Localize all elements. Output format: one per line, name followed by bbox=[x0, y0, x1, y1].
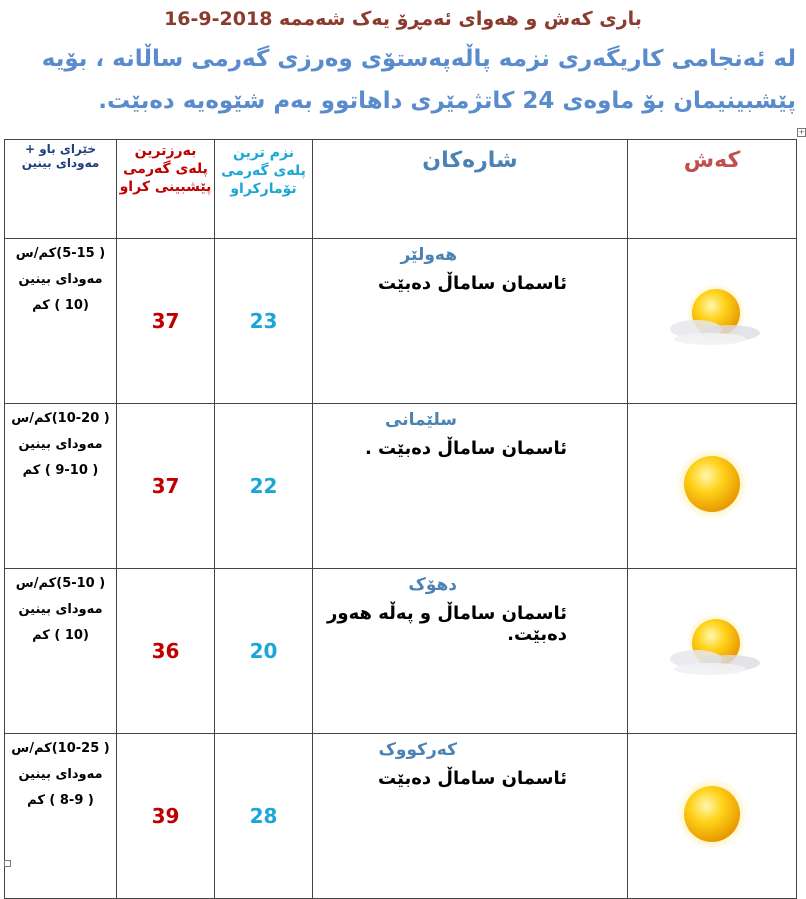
sun-cloud-icon bbox=[652, 609, 772, 689]
city-name: کەرکووک bbox=[378, 740, 457, 760]
wind-speed: ( 5-15)کم/س bbox=[15, 246, 106, 261]
header-row bbox=[5, 140, 797, 239]
table-row bbox=[5, 404, 797, 569]
sun-cloud-icon bbox=[652, 279, 772, 359]
wind-visibility-cell bbox=[5, 239, 117, 404]
min-temp: 20 bbox=[215, 569, 313, 734]
forecast-table bbox=[4, 139, 797, 899]
header-cities: شارەکان bbox=[313, 140, 628, 239]
weather-description: ئاسمان ساماڵ دەبێت . bbox=[364, 438, 567, 459]
visibility-value: (10 ) کم bbox=[32, 298, 89, 313]
table-row bbox=[5, 239, 797, 404]
wind-visibility-cell bbox=[5, 404, 117, 569]
weather-icon-cell bbox=[628, 734, 797, 899]
wind-speed: ( 10-20)کم/س bbox=[11, 411, 110, 426]
city-name: سلێمانی bbox=[385, 410, 457, 430]
wind-visibility-cell bbox=[5, 734, 117, 899]
city-name: دهۆک bbox=[408, 575, 457, 595]
city-name: هەولێر bbox=[400, 245, 457, 265]
max-temp: 37 bbox=[117, 239, 215, 404]
table-row bbox=[5, 569, 797, 734]
min-temp: 28 bbox=[215, 734, 313, 899]
table-row bbox=[5, 734, 797, 899]
min-temp: 23 bbox=[215, 239, 313, 404]
sun-icon bbox=[662, 444, 762, 524]
city-cell bbox=[313, 569, 628, 734]
max-temp: 37 bbox=[117, 404, 215, 569]
weather-description: ئاسمان ساماڵ و پەڵە هەور دەبێت. bbox=[327, 603, 567, 645]
max-temp: 36 bbox=[117, 569, 215, 734]
weather-icon-cell bbox=[628, 239, 797, 404]
min-temp: 22 bbox=[215, 404, 313, 569]
table-resize-handle[interactable] bbox=[4, 860, 11, 867]
wind-speed: ( 5-10)کم/س bbox=[15, 576, 106, 591]
visibility-label: مەودای بینین bbox=[18, 272, 103, 287]
wind-speed: ( 10-25)کم/س bbox=[11, 741, 110, 756]
weather-description: ئاسمان ساماڵ دەبێت bbox=[378, 768, 567, 789]
visibility-value: (10 ) کم bbox=[32, 628, 89, 643]
wind-visibility-cell bbox=[5, 569, 117, 734]
max-temp: 39 bbox=[117, 734, 215, 899]
header-weather: کەش bbox=[628, 140, 797, 239]
visibility-value: ( 9-10 ) کم bbox=[22, 463, 99, 478]
page-title: باری کەش و هەوای ئەمڕۆ یەک شەممە 2018-9-16 bbox=[164, 8, 642, 30]
visibility-value: ( 8-9 ) کم bbox=[27, 793, 94, 808]
weather-icon-cell bbox=[628, 404, 797, 569]
intro-line-2: پێشبینیمان بۆ ماوەی 24 کاتژمێری داهاتوو بەم شێوەیە دەبێت. bbox=[98, 88, 796, 114]
intro-line-1: لە ئەنجامی کاریگەری نزمە پاڵەپەستۆی وەرزی گەرمی ساڵانە ، بۆیە bbox=[41, 46, 796, 72]
table-move-handle[interactable]: + bbox=[798, 128, 805, 136]
city-cell bbox=[313, 734, 628, 899]
header-wind: خێرای باو + مەودای بینین bbox=[5, 140, 117, 239]
weather-description: ئاسمان ساماڵ دەبێت bbox=[378, 273, 567, 294]
header-max-temp: بەرزترین پلەی گەرمی پێشبینی کراو bbox=[117, 140, 215, 239]
sun-icon bbox=[662, 774, 762, 854]
header-min-temp: نزم ترین پلەی گەرمی تۆمارکراو bbox=[215, 140, 313, 239]
visibility-label: مەودای بینین bbox=[18, 437, 103, 452]
visibility-label: مەودای بینین bbox=[18, 602, 103, 617]
city-cell bbox=[313, 239, 628, 404]
weather-icon-cell bbox=[628, 569, 797, 734]
visibility-label: مەودای بینین bbox=[18, 767, 103, 782]
city-cell bbox=[313, 404, 628, 569]
